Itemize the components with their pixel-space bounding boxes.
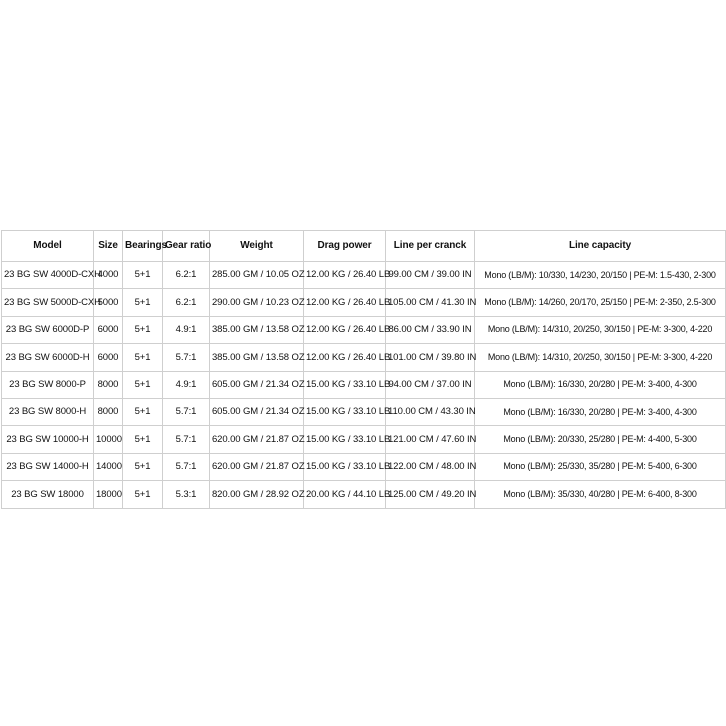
cell-drag-power: 12.00 KG / 26.40 LB xyxy=(304,316,386,343)
table-row xyxy=(2,289,726,316)
table-row xyxy=(2,453,726,480)
header-weight: Weight xyxy=(210,231,304,262)
cell-line-capacity: Mono (LB/M): 16/330, 20/280 | PE-M: 3-400, 4-300 xyxy=(475,398,726,425)
cell-size: 4000 xyxy=(94,262,123,289)
cell-line-per-crank: 125.00 CM / 49.20 IN xyxy=(386,481,475,508)
header-size: Size xyxy=(94,231,123,262)
cell-line-per-crank: 122.00 CM / 48.00 IN xyxy=(386,453,475,480)
cell-line-capacity: Mono (LB/M): 35/330, 40/280 | PE-M: 6-400, 8-300 xyxy=(475,481,726,508)
table-row xyxy=(2,371,726,398)
cell-gear-ratio: 5.7:1 xyxy=(163,344,210,371)
cell-line-capacity: Mono (LB/M): 25/330, 35/280 | PE-M: 5-400, 6-300 xyxy=(475,453,726,480)
cell-size: 14000 xyxy=(94,453,123,480)
cell-drag-power: 12.00 KG / 26.40 LB xyxy=(304,289,386,316)
cell-bearings: 5+1 xyxy=(123,481,163,508)
cell-weight: 385.00 GM / 13.58 OZ xyxy=(210,344,304,371)
cell-drag-power: 15.00 KG / 33.10 LB xyxy=(304,371,386,398)
cell-model: 23 BG SW 6000D-H xyxy=(2,344,94,371)
cell-size: 6000 xyxy=(94,344,123,371)
cell-bearings: 5+1 xyxy=(123,289,163,316)
cell-weight: 620.00 GM / 21.87 OZ xyxy=(210,453,304,480)
cell-bearings: 5+1 xyxy=(123,453,163,480)
cell-size: 8000 xyxy=(94,398,123,425)
cell-size: 6000 xyxy=(94,316,123,343)
spec-table xyxy=(1,230,726,509)
cell-line-capacity: Mono (LB/M): 16/330, 20/280 | PE-M: 3-400, 4-300 xyxy=(475,371,726,398)
cell-drag-power: 12.00 KG / 26.40 LB xyxy=(304,344,386,371)
header-line-per-crank: Line per cranck xyxy=(386,231,475,262)
cell-line-capacity: Mono (LB/M): 10/330, 14/230, 20/150 | PE-M: 1.5-430, 2-300 xyxy=(475,262,726,289)
cell-line-per-crank: 105.00 CM / 41.30 IN xyxy=(386,289,475,316)
cell-line-capacity: Mono (LB/M): 20/330, 25/280 | PE-M: 4-400, 5-300 xyxy=(475,426,726,453)
header-drag-power: Drag power xyxy=(304,231,386,262)
cell-weight: 290.00 GM / 10.23 OZ xyxy=(210,289,304,316)
table-row xyxy=(2,344,726,371)
header-gear-ratio: Gear ratio xyxy=(163,231,210,262)
cell-line-per-crank: 86.00 CM / 33.90 IN xyxy=(386,316,475,343)
cell-size: 8000 xyxy=(94,371,123,398)
cell-drag-power: 15.00 KG / 33.10 LB xyxy=(304,453,386,480)
cell-gear-ratio: 5.7:1 xyxy=(163,453,210,480)
cell-model: 23 BG SW 5000D-CXH xyxy=(2,289,94,316)
table-row xyxy=(2,426,726,453)
cell-size: 10000 xyxy=(94,426,123,453)
header-bearings: Bearings xyxy=(123,231,163,262)
cell-gear-ratio: 5.7:1 xyxy=(163,426,210,453)
cell-line-capacity: Mono (LB/M): 14/260, 20/170, 25/150 | PE-M: 2-350, 2.5-300 xyxy=(475,289,726,316)
cell-gear-ratio: 4.9:1 xyxy=(163,316,210,343)
cell-drag-power: 15.00 KG / 33.10 LB xyxy=(304,426,386,453)
cell-drag-power: 12.00 KG / 26.40 LB xyxy=(304,262,386,289)
cell-drag-power: 15.00 KG / 33.10 LB xyxy=(304,398,386,425)
cell-bearings: 5+1 xyxy=(123,262,163,289)
cell-gear-ratio: 6.2:1 xyxy=(163,289,210,316)
table-row xyxy=(2,481,726,508)
cell-weight: 820.00 GM / 28.92 OZ xyxy=(210,481,304,508)
cell-line-per-crank: 94.00 CM / 37.00 IN xyxy=(386,371,475,398)
cell-line-per-crank: 99.00 CM / 39.00 IN xyxy=(386,262,475,289)
cell-line-per-crank: 110.00 CM / 43.30 IN xyxy=(386,398,475,425)
cell-gear-ratio: 6.2:1 xyxy=(163,262,210,289)
cell-model: 23 BG SW 8000-H xyxy=(2,398,94,425)
cell-model: 23 BG SW 4000D-CXH xyxy=(2,262,94,289)
table-row xyxy=(2,262,726,289)
cell-model: 23 BG SW 18000 xyxy=(2,481,94,508)
cell-model: 23 BG SW 10000-H xyxy=(2,426,94,453)
cell-line-capacity: Mono (LB/M): 14/310, 20/250, 30/150 | PE-M: 3-300, 4-220 xyxy=(475,316,726,343)
cell-model: 23 BG SW 8000-P xyxy=(2,371,94,398)
cell-bearings: 5+1 xyxy=(123,344,163,371)
cell-line-capacity: Mono (LB/M): 14/310, 20/250, 30/150 | PE-M: 3-300, 4-220 xyxy=(475,344,726,371)
cell-line-per-crank: 121.00 CM / 47.60 IN xyxy=(386,426,475,453)
cell-weight: 605.00 GM / 21.34 OZ xyxy=(210,398,304,425)
header-model: Model xyxy=(2,231,94,262)
cell-gear-ratio: 5.7:1 xyxy=(163,398,210,425)
cell-bearings: 5+1 xyxy=(123,426,163,453)
cell-bearings: 5+1 xyxy=(123,371,163,398)
cell-weight: 385.00 GM / 13.58 OZ xyxy=(210,316,304,343)
cell-line-per-crank: 101.00 CM / 39.80 IN xyxy=(386,344,475,371)
cell-model: 23 BG SW 6000D-P xyxy=(2,316,94,343)
cell-bearings: 5+1 xyxy=(123,316,163,343)
cell-gear-ratio: 5.3:1 xyxy=(163,481,210,508)
table-row xyxy=(2,398,726,425)
cell-bearings: 5+1 xyxy=(123,398,163,425)
cell-weight: 620.00 GM / 21.87 OZ xyxy=(210,426,304,453)
cell-size: 5000 xyxy=(94,289,123,316)
cell-model: 23 BG SW 14000-H xyxy=(2,453,94,480)
header-row xyxy=(2,231,726,262)
cell-size: 18000 xyxy=(94,481,123,508)
cell-weight: 285.00 GM / 10.05 OZ xyxy=(210,262,304,289)
table-row xyxy=(2,316,726,343)
cell-weight: 605.00 GM / 21.34 OZ xyxy=(210,371,304,398)
header-line-capacity: Line capacity xyxy=(475,231,726,262)
cell-gear-ratio: 4.9:1 xyxy=(163,371,210,398)
cell-drag-power: 20.00 KG / 44.10 LB xyxy=(304,481,386,508)
